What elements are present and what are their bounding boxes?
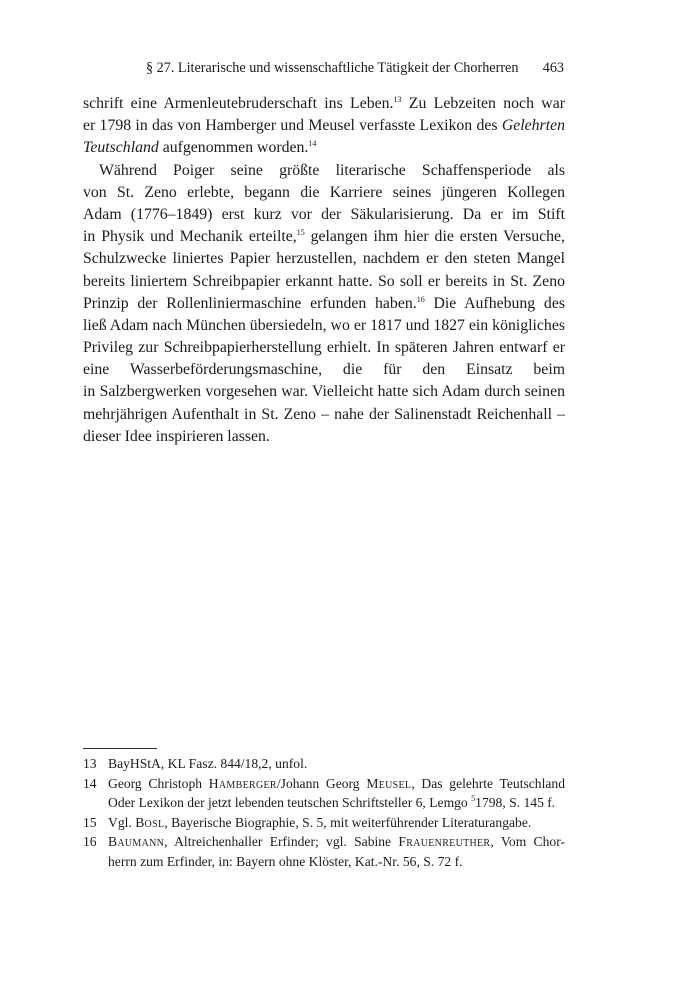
author-name: Hamberger [208, 775, 277, 791]
footnote-number: 16 [83, 834, 97, 849]
body-line: Teutschland aufgenommen worden.$^{14}$ [83, 139, 317, 157]
body-line: Adam (1776–1849) erst kurz vor der Säkularisierung. Da er im Stift [83, 205, 565, 223]
book-title: Gelehrten [501, 117, 565, 135]
footnote-divider [83, 748, 157, 749]
footnote-text: Vgl. Bosl, Bayerische Biographie, S. 5, mit weiterführender Literaturangabe. [108, 814, 532, 830]
footnote-number: 13 [83, 756, 97, 771]
book-title: Teutschland [83, 139, 159, 157]
body-line: Schulzwecke liniertes Papier herzustellen, nachdem er den steten Mangel [83, 250, 565, 268]
footnote-number: 14 [83, 775, 97, 791]
footnote-text: Oder Lexikon der jetzt lebenden teutschen Schriftsteller 6, Lemgo $^5$1798, S. 145 f. [108, 794, 556, 810]
footnote-15 [83, 813, 565, 833]
body-line: in Salzbergwerken vorgesehen war. Vielleicht hatte sich Adam durch seinen [83, 383, 565, 401]
footnote-ref-13[interactable]: 13 [393, 95, 402, 104]
footnote-ref-14[interactable]: 14 [308, 139, 317, 149]
page-number: 463 [542, 60, 564, 76]
running-header [83, 60, 564, 82]
footnote-text: BayHStA, KL Fasz. 844/18,2, unfol. [108, 756, 308, 771]
footnote-number: 15 [83, 814, 97, 830]
footnotes [83, 754, 565, 871]
body-line: mehrjährigen Aufenthalt in St. Zeno – nahe der Salinenstadt Reichenhall – [83, 405, 565, 423]
footnote-13 [83, 754, 565, 774]
footnote-16 [83, 832, 565, 871]
body-line: von St. Zeno erlebte, begann die Karriere seines jüngeren Kollegen [83, 183, 565, 201]
body-line: dieser Idee inspirieren lassen. [83, 427, 270, 445]
body-line: Prinzip der Rollenliniermaschine erfunden haben.$^{16}$ Die Aufhebung des [83, 294, 565, 312]
footnote-ref-16[interactable]: 16 [416, 294, 425, 304]
footnote-text: Baumann, Altreichenhaller Erfinder; vgl. Sabine Frauenreuther, Vom Chor- [108, 834, 565, 849]
footnote-text: Georg Christoph Hamberger/Johann Georg Meusel, Das gelehrte Teutschland [108, 775, 565, 791]
footnote-text: herrn zum Erfinder, in: Bayern ohne Klöster, Kat.-Nr. 56, S. 72 f. [108, 853, 463, 869]
author-name: Bosl [135, 814, 165, 830]
body-line: in Physik und Mechanik erteilte,$^{15}$ gelangen ihm hier die ersten Versuche, [83, 228, 565, 246]
author-name: Baumann [108, 834, 165, 849]
running-title: § 27. Literarische und wissenschaftliche Tätigkeit der Chorherren [146, 60, 519, 76]
author-name: Frauenreuther [398, 834, 491, 849]
body-line: er 1798 in das von Hamberger und Meusel verfasste Lexikon des Gelehrten [83, 117, 565, 135]
body-line: schrift eine Armenleutebruderschaft ins Leben.$^{13}$ Zu Lebzeiten noch war [83, 95, 565, 112]
footnote-14 [83, 774, 565, 813]
body-line: Während Poiger seine größte literarische Schaffensperiode als [99, 161, 565, 179]
body-line: ließ Adam nach München übersiedeln, wo er 1817 und 1827 ein königliches [83, 316, 565, 334]
body-line: Privileg zur Schreibpapierherstellung erhielt. In späteren Jahren entwarf er [83, 339, 565, 357]
footnote-ref-15[interactable]: 15 [296, 228, 305, 238]
body-line: eine Wasserbeförderungsmaschine, die für den Einsatz beim [83, 361, 565, 379]
body-text [83, 93, 565, 448]
author-name: Meusel [366, 775, 412, 791]
body-line: bereits liniertem Schreibpapier erkannt hatte. So soll er bereits in St. Zeno [83, 272, 565, 290]
